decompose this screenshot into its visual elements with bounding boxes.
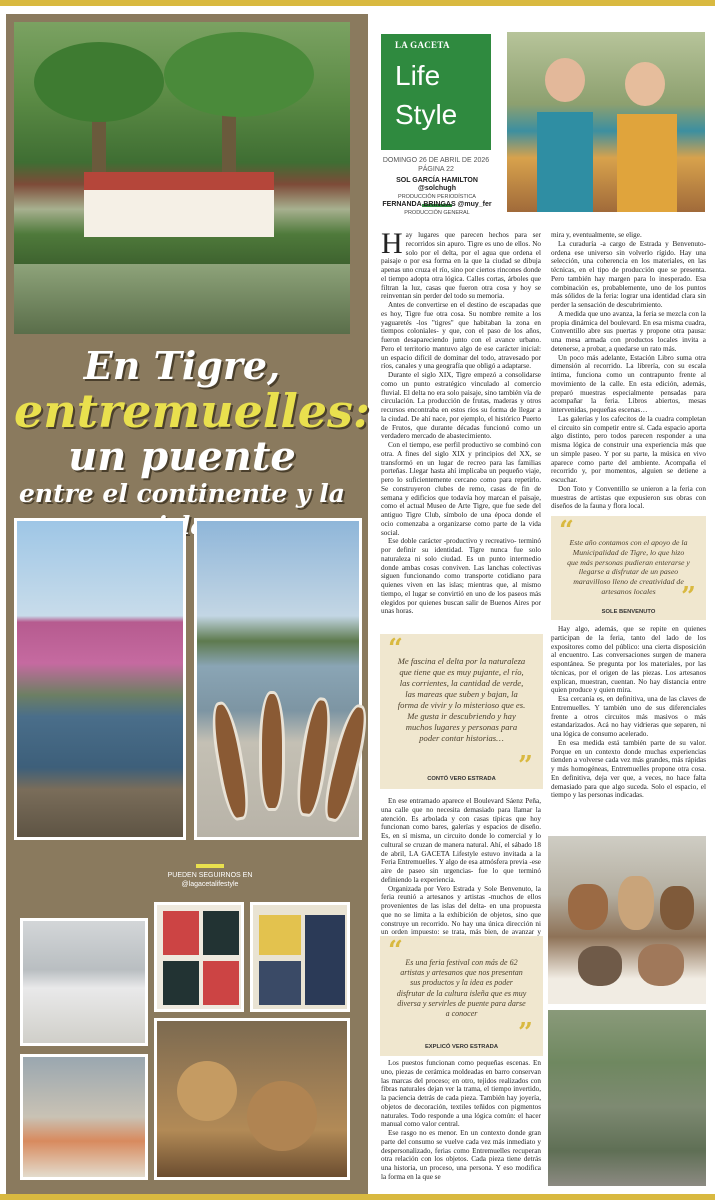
headline-line-4: entre el continente y la	[19, 479, 345, 508]
paragraph: Un poco más adelante, Estación Libro suma otra dimensión al recorrido. La librería, con su escala íntima, funciona como un contrapunto frente al movimiento de la calle. En esta edición, además, preparó muestras especialmente pensadas para acompañar la feria. Libros abiertos, mesas intervenidas, pequeñas escenas…	[551, 353, 706, 414]
pull-quote-3	[551, 516, 706, 620]
house-shape	[84, 172, 274, 237]
paragraph: Durante el siglo XIX, Tigre empezó a consolidarse como un punto estratégico vinculado al comercio fluvial. El delta no era solo paisaje, sino también vía de circulación. La producción de frutas, maderas y otros recursos encontraba en estos ríos su forma de llegar a la ciudad. De ahí nace, por ejemplo, el histórico Puerto de Frutos, que durante décadas funcionó como un verdadero mercado de abastecimiento.	[381, 371, 541, 441]
quote-text: Me fascina el delta por la naturaleza que tiene que es muy pujante, el río, las corrientes, la cantidad de verde, las mareas que suben y bajan, la forma de vivir y lo misterioso que es. Me gusta ir descubriendo y hay muchos lugares y personas para poder contar historias…	[397, 656, 526, 743]
date-text: DOMINGO 26 DE ABRIL DE 2026	[382, 157, 490, 164]
baskets-photo	[154, 1018, 350, 1180]
paragraph: Don Toto y Conventillo se unieron a la feria con muestras de artistas que expusieron sus obras con diseños de la fauna y flora local.	[551, 484, 706, 511]
textiles-photo	[250, 902, 350, 1012]
headline-line-3: un puente	[68, 433, 296, 480]
credit-name: FERNANDA BRINGAS @muy_fer	[382, 201, 492, 208]
paragraph: En ese entramado aparece el Boulevard Sáenz Peña, una calle que no necesita demasiado para llamar la atención. Es arbolada y con casas típicas que hoy funcionan como bares, galerías y espacios de diseño. Es, en sí misma, un circuito donde lo comercial y lo cultural se cruzan de manera natural. Ahí, el sábado 18 de abril, LA GACETA Lifestyle estuvo invitada a la Feria Entremuelles. Y algo de esa atmósfera previa -ese aire de paseo sin urgencias- fue lo que terminó definiendo la experiencia.	[381, 797, 541, 884]
credit-role: PRODUCCIÓN PERIODÍSTICA	[398, 194, 476, 200]
rowing-boats-photo	[194, 518, 362, 840]
fair-crowd-photo	[548, 1010, 706, 1186]
paragraph: Antes de convertirse en el destino de escapadas que es hoy, Tigre fue otra cosa. Su nombre remite a los yaguaretés -los "tigres" que habitaban la zona en tiempos coloniales- y que, con el paso de los años, fueron desapareciendo junto con el avance urbano. Pero el territorio mantuvo algo de ese carácter inicial: un espacio difícil de dominar del todo, atravesado por ríos, canales y una geografía que obligó a adaptarse.	[381, 301, 541, 371]
paragraph: Ese rasgo no es menor. En un contexto donde gran parte del consumo se vuelve cada vez más inmediato y despersonalizado, ferias como Entremuelles recuperan otra relación con los objetos. Cada pieza tiene detrás una historia, un proceso, una persona. Y eso modifica la forma en la que se	[381, 1129, 541, 1181]
drop-cap: H	[381, 227, 403, 260]
newspaper-name: LA GACETA	[395, 40, 450, 50]
article-column-1b	[381, 797, 541, 937]
garden-house-photo	[14, 22, 350, 334]
paragraph: mira y, eventualmente, se elige.	[551, 231, 642, 239]
close-quote-icon: ”	[518, 1018, 533, 1048]
paragraph: Hay algo, además, que se repite en quienes participan de la feria, tanto del lado de los expositores como del público: una cierta disposición al encuentro. Las conversaciones surgen de manera espontánea. Se pregunta por los materiales, por las técnicas, por el origen de las piezas. Los artesanos explican, muestran, cuentan. No hay distancia entre quien produce y quien mira.	[551, 625, 706, 695]
social-follow	[150, 864, 270, 889]
paragraph: Las galerías y los cafecitos de la cuadra completan el circuito sin competir entre sí. Cada espacio aporta algo distinto, pero todos parecen responder a una misma lógica de construir una experiencia más que un simple paseo. Y por su parte, la música en vivo aparece como parte del ambiente. Acompaña el recorrido y, por momentos, alguien se detiene a escuchar.	[551, 414, 706, 484]
paragraph: Organizada por Vero Estrada y Sole Benvenuto, la feria reunió a artesanos y artistas -muchos de ellos provenientes de las islas del delta- en una propuesta que no se limita a la exhibición de objetos, sino que construye un recorrido. No hay una única dirección ni un orden impuesto: se trata, más bien, de avanzar y	[381, 884, 541, 937]
paragraph: A medida que uno avanza, la feria se mezcla con la propia dinámica del boulevard. En esa misma cuadra, Conventillo abre sus puertas y propone otra pausa: una mesa armada con productos locales invita a detenerse, a probar, a quedarse un rato más.	[551, 309, 706, 353]
paragraph: Con el tiempo, ese perfil productivo se combinó con otra. A fines del siglo XIX y principios del XX, se transformó en un lugar de recreo para las familias porteñas. Llegar hasta ahí implicaba un pequeño viaje, pero lo suficientemente cercano como para repetirlo. Se construyeron clubes de remo, casas de fin de semana y edificios que todavía hoy marcan el paisaje, como el actual Museo de Arte Tigre, que fue sede del antiguo Tigre Club, símbolo de una época donde el ocio comenzaba a organizarse como parte de la vida social.	[381, 441, 541, 537]
quote-attribution: CONTÓ VERO ESTRADA	[427, 776, 496, 782]
organizers-photo	[507, 32, 705, 212]
quote-attribution: SOLE BENVENUTO	[601, 609, 656, 615]
pull-quote-2	[380, 936, 543, 1056]
river-photo	[14, 518, 186, 840]
open-quote-icon: “	[559, 516, 574, 546]
quote-text: Es una feria festival con más de 62 artistas y artesanos que nos presentan sus productos y la idea es poder disfrutar de la cultura isleña que es muy diversa y servirles de puente para darse a conocer	[396, 958, 527, 1019]
article-column-2b	[551, 625, 706, 825]
ceramic-pieces-photo	[548, 836, 706, 1004]
credit-name: SOL GARCÍA HAMILTON @solchugh	[396, 177, 478, 192]
close-quote-icon: ”	[518, 751, 533, 781]
pull-quote-1	[380, 634, 543, 789]
paragraph: Esa cercanía es, en definitiva, una de las claves de Entremuelles. Y también uno de sus diferenciales frente a otros circuitos más masivos o más estandarizados. Acá no hay vidrieras que separen, ni una lógica de consumo acelerado.	[551, 695, 706, 738]
credit-role: PRODUCCIÓN GENERAL	[404, 210, 470, 216]
page-number: PÁGINA 22	[418, 166, 454, 173]
headline-line-1: En Tigre,	[83, 343, 281, 388]
headline-line-2: entremuelles:	[14, 384, 370, 438]
headline	[14, 343, 370, 542]
paragraph: La curaduría -a cargo de Estrada y Benvenuto- ordena ese universo sin volverlo rígido. Hay una selección, una coherencia en los materiales, en las técnicas, en el tipo de producción que se presenta. Pero también hay margen para lo inesperado. Esa combinación es, probablemente, uno de los puntos más sólidos de la feria: lograr una identidad clara sin perder la sensación de descubrimiento.	[551, 239, 706, 309]
section-name-line-2: Style	[395, 99, 458, 130]
article-column-2	[551, 231, 706, 509]
credit-2	[381, 201, 493, 217]
close-quote-icon: ”	[681, 582, 696, 612]
follow-handle[interactable]: @lagacetalifestyle	[181, 881, 239, 888]
quote-text: Este año contamos con el apoyo de la Municipalidad de Tigre, lo que hizo que más personas pudieran enterarse y llegarse a disfrutar de un paseo maravilloso lleno de creatividad de artesanos locales	[567, 538, 690, 596]
prints-photo	[154, 902, 244, 1012]
ceramics-table-photo	[20, 1054, 148, 1180]
paragraph: Los puestos funcionan como pequeñas escenas. En uno, piezas de cerámica moldeadas en barro conservan las marcas del proceso; en otro, tejidos realizados con fibras naturales dejan ver la trama, el tiempo invertido, la paciencia detrás de cada pieza. También hay joyería, objetos de decoración, textiles teñidos con pigmentos naturales. Todo responde a una lógica común: el hacer manual como valor central.	[381, 1059, 541, 1129]
section-name-line-1: Life	[395, 60, 441, 91]
lifestyle-logo	[381, 34, 491, 150]
paragraph: ay lugares que parecen hechos para ser recorridos sin apuro. Tigre es uno de ellos. No solo por el delta, por el agua que ordena el paisaje o por esa forma en la que la ciudad se dibuja apenas uno cruza el río, sino por ciertos rincones donde el tiempo adopta otra lógica. Calles cortas, árboles que filtran la luz, casas que fueron otra cosa y hoy se reinventan sin perder del todo su memoria.	[381, 231, 541, 301]
quote-attribution: EXPLICÓ VERO ESTRADA	[424, 1044, 499, 1050]
issue-date	[381, 156, 491, 174]
article-column-1	[381, 227, 541, 628]
open-quote-icon: “	[388, 634, 403, 664]
paragraph: En esa medida está también parte de su valor. Porque en un contexto donde muchas experiencias tienden a volverse cada vez más grandes, más rápidas y más homogéneas, Entremuelles propone otra cosa. En definitiva, deja ver que, a veces, no hace falta demasiado para que algo suceda. Solo el espacio, el tiempo y las personas indicadas.	[551, 738, 706, 800]
follow-label: PUEDEN SEGUIRNOS EN	[167, 872, 253, 879]
open-quote-icon: “	[388, 936, 403, 966]
article-column-1c	[381, 1059, 541, 1189]
paragraph: Ese doble carácter -productivo y recreativo- terminó por definir su identidad. Tigre nunca fue solo naturaleza ni solo ciudad. Es un punto intermedio donde ambas cosas conviven. Las lanchas colectivas siguen funcionando como transporte cotidiano para quienes viven en las islas; mientras que, al mismo tiempo, el lugar se convirtió en uno de los paseos más elegidos por quienes buscan salir de Buenos Aires por unas horas.	[381, 537, 541, 616]
fair-stall-photo	[20, 918, 148, 1046]
